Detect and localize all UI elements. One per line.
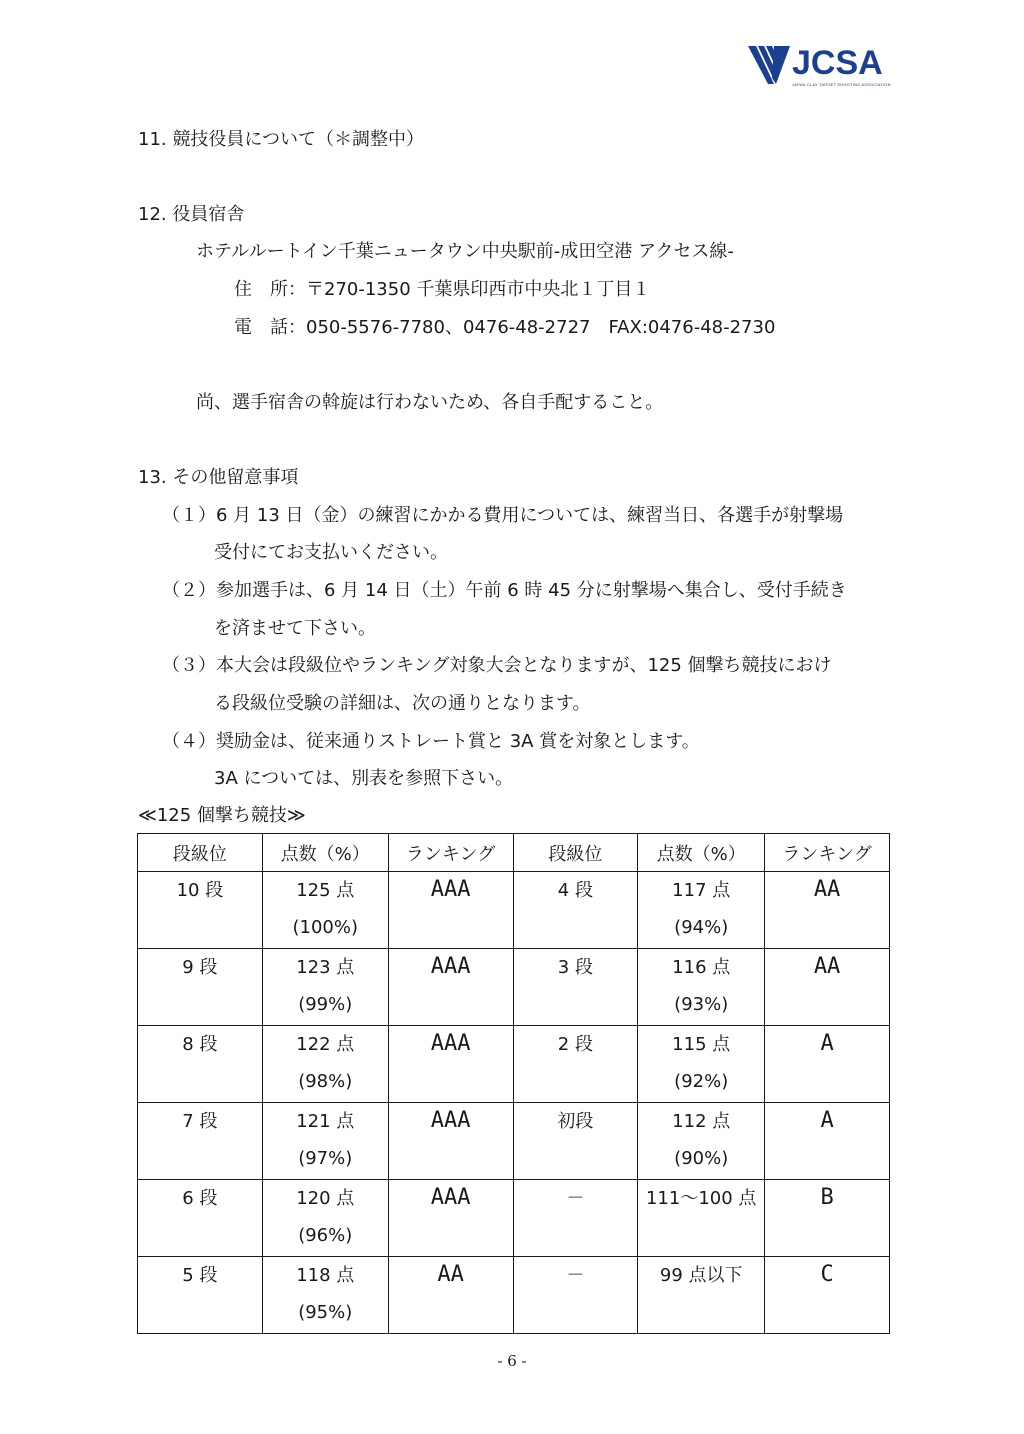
grade-cell: － [513, 1180, 638, 1257]
score-cell: 117 点 (94%) [638, 872, 765, 949]
table-title: ≪125 個撃ち競技≫ [138, 805, 306, 826]
table-row [138, 1026, 890, 1103]
section-13-heading: 13. その他留意事項 [138, 467, 299, 488]
grade-cell: 初段 [513, 1103, 638, 1180]
grade-cell: 2 段 [513, 1026, 638, 1103]
logo-subtitle: JAPAN CLAY TARGET SHOOTING ASSOCIATION [792, 82, 891, 87]
table-row [138, 1180, 890, 1257]
ranking-cell: B [765, 1180, 890, 1257]
score-cell: 112 点 (90%) [638, 1103, 765, 1180]
page-number: - 6 - [497, 1352, 527, 1370]
header-grade: 段級位 [513, 834, 638, 872]
score-cell: 99 点以下 [638, 1257, 765, 1334]
score-cell: 115 点 (92%) [638, 1026, 765, 1103]
section-11-heading: 11. 競技役員について（＊調整中） [138, 129, 424, 150]
score-cell: 122 点 (98%) [262, 1026, 388, 1103]
table-row [138, 872, 890, 949]
header-score: 点数（%） [638, 834, 765, 872]
grade-cell: 7 段 [138, 1103, 263, 1180]
score-cell: 118 点 (95%) [262, 1257, 388, 1334]
grade-cell: 9 段 [138, 949, 263, 1026]
note-item-2: （２）参加選手は、6 月 14 日（土）午前 6 時 45 分に射撃場へ集合し、受付手続き [162, 580, 847, 601]
grade-cell: － [513, 1257, 638, 1334]
header-ranking: ランキング [765, 834, 890, 872]
note-item-4-cont: 3A については、別表を参照下さい。 [214, 768, 514, 789]
grade-cell: 10 段 [138, 872, 263, 949]
header-score: 点数（%） [262, 834, 388, 872]
jcsa-emblem-icon [748, 44, 792, 86]
grade-cell: 8 段 [138, 1026, 263, 1103]
note-item-4: （４）奨励金は、従来通りストレート賞と 3A 賞を対象とします。 [162, 731, 700, 752]
ranking-cell: AA [388, 1257, 513, 1334]
ranking-cell: AA [765, 872, 890, 949]
note-item-2-cont: を済ませて下さい。 [214, 618, 376, 639]
header-ranking: ランキング [388, 834, 513, 872]
grade-cell: 4 段 [513, 872, 638, 949]
table-row [138, 949, 890, 1026]
ranking-cell: AAA [388, 1026, 513, 1103]
ranking-cell: C [765, 1257, 890, 1334]
score-cell: 123 点 (99%) [262, 949, 388, 1026]
hotel-address: 住 所：〒270-1350 千葉県印西市中央北１丁目１ [234, 279, 651, 300]
logo-wordmark: JCSA [792, 44, 883, 82]
ranking-cell: AA [765, 949, 890, 1026]
jcsa-logo [748, 44, 890, 90]
note-item-3: （３）本大会は段級位やランキング対象大会となりますが、125 個撃ち競技におけ [162, 655, 832, 676]
grade-table [137, 833, 890, 1334]
ranking-cell: AAA [388, 1180, 513, 1257]
score-cell: 120 点 (96%) [262, 1180, 388, 1257]
grade-cell: 3 段 [513, 949, 638, 1026]
grade-cell: 5 段 [138, 1257, 263, 1334]
score-cell: 121 点 (97%) [262, 1103, 388, 1180]
note-item-1-cont: 受付にてお支払いください。 [214, 542, 448, 563]
table-row [138, 1257, 890, 1334]
ranking-cell: A [765, 1103, 890, 1180]
ranking-cell: AAA [388, 872, 513, 949]
table-row [138, 1103, 890, 1180]
ranking-cell: AAA [388, 949, 513, 1026]
hotel-name: ホテルルートイン千葉ニュータウン中央駅前-成田空港 アクセス線- [196, 241, 734, 262]
header-grade: 段級位 [138, 834, 263, 872]
section-12-heading: 12. 役員宿舎 [138, 204, 245, 225]
score-cell: 125 点 (100%) [262, 872, 388, 949]
note-item-1: （１）6 月 13 日（金）の練習にかかる費用については、練習当日、各選手が射撃場 [162, 505, 844, 526]
note-item-3-cont: る段級位受験の詳細は、次の通りとなります。 [214, 693, 591, 714]
table-header-row [138, 834, 890, 872]
ranking-cell: A [765, 1026, 890, 1103]
ranking-cell: AAA [388, 1103, 513, 1180]
score-cell: 111～100 点 [638, 1180, 765, 1257]
grade-cell: 6 段 [138, 1180, 263, 1257]
lodging-note: 尚、選手宿舎の斡旋は行わないため、各自手配すること。 [196, 392, 664, 413]
score-cell: 116 点 (93%) [638, 949, 765, 1026]
hotel-phone: 電 話：050-5576-7780、0476-48-2727 FAX:0476-48-2730 [234, 317, 776, 338]
